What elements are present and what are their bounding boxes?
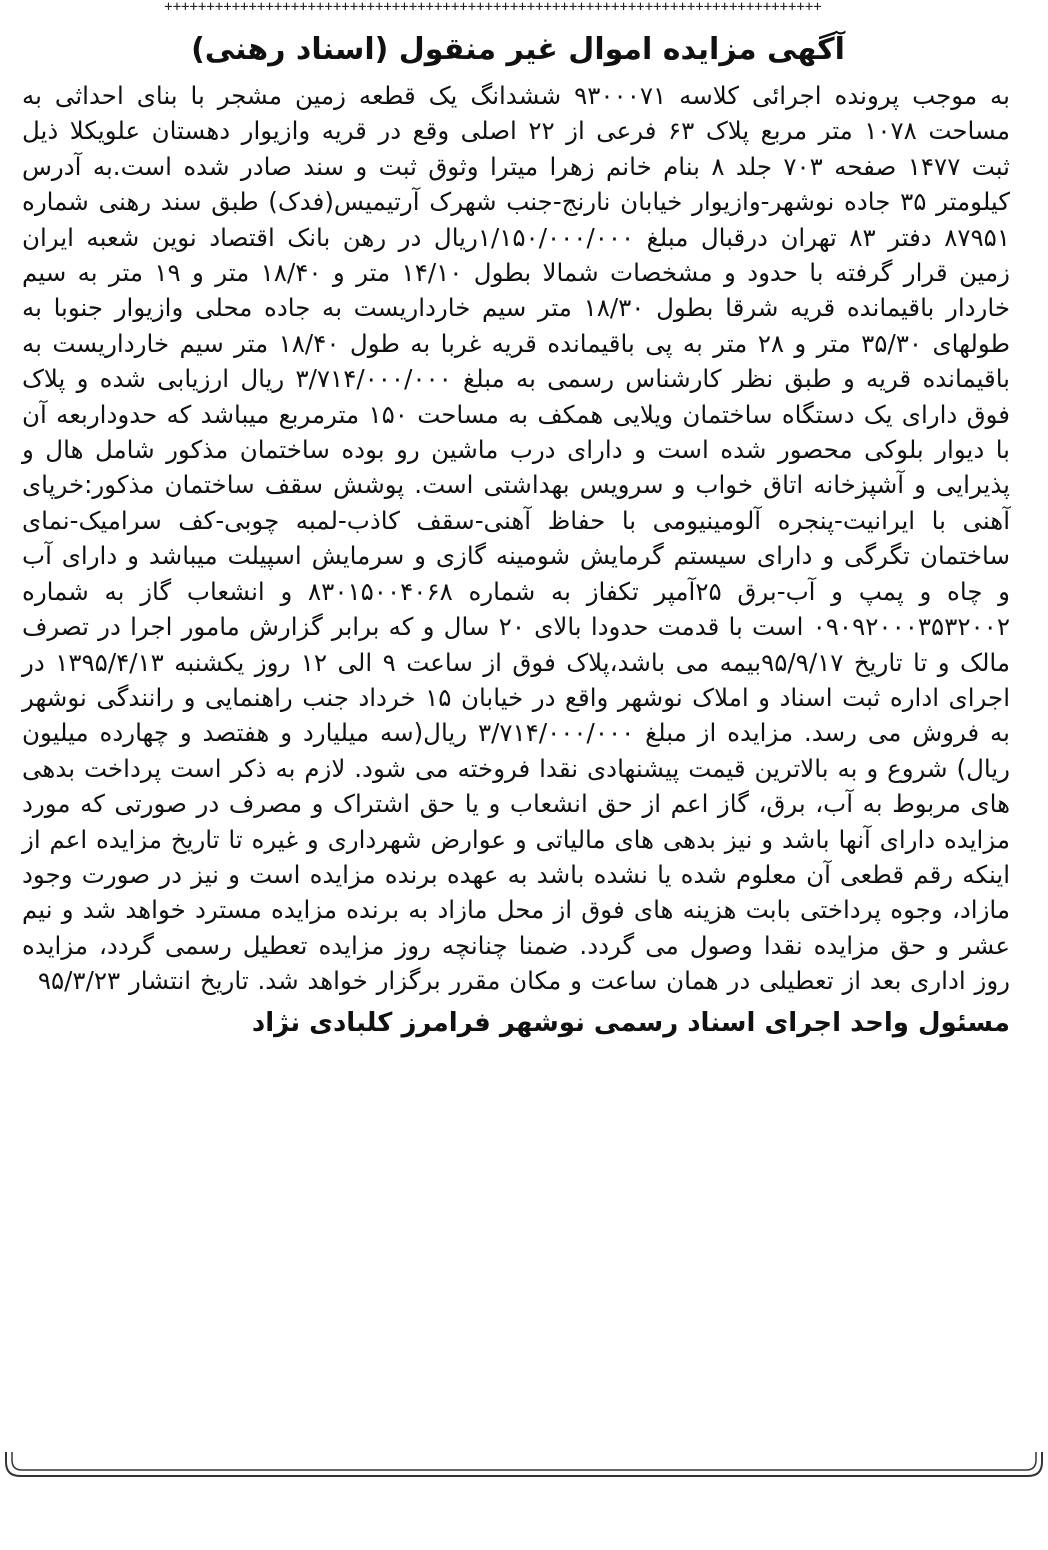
- notice-title: آگهی مزایده اموال غیر منقول (اسناد رهنی): [191, 32, 845, 67]
- top-plus-rule: ++++++++++++++++++++++++++++++++++++++++++++++++++++++++++++++++++++++++++++++: [164, 0, 822, 14]
- auction-notice: [18, 30, 1018, 1500]
- notice-signature: مسئول واحد اجرای اسناد رسمی نوشهر فرامرز کلبادی نژاد: [251, 1007, 1010, 1038]
- notice-body: به موجب پرونده اجرائی کلاسه ۹۳۰۰۰۷۱ ششدانگ یک قطعه زمین مشجر با بنای احداثی به مساحت ۱۰۷۸ متر مربع پلاک ۶۳ فرعی از ۲۲ اصلی وقع در قریه وازیوار دهستان علویکلا ذیل ثبت ۱۴۷۷ صفحه ۷۰۳ جلد ۸ بنام خانم زهرا میترا وثوق ثبت و سند صادر شده است.به آدرس کیلومتر ۳۵ جاده نوشهر-وازیوار خیابان نارنج-جنب شهرک آرتیمیس(فدک) طبق سند رهنی شماره ۸۷۹۵۱ دفتر ۸۳ تهران درقبال مبلغ ۱/۱۵۰/۰۰۰/۰۰۰ریال در رهن بانک اقتصاد نوین شعبه ایران زمین قرار گرفته با حدود و مشخصات شمالا بطول ۱۴/۱۰ متر و ۱۸/۴۰ متر و ۱۹ متر به سیم خاردار باقیمانده قریه شرقا بطول ۱۸/۳۰ متر سیم خارداریست به جاده محلی وازیوار جنوبا به طولهای ۳۵/۳۰ متر و ۲۸ متر به پی باقیمانده قریه غربا به طول ۱۸/۴۰ متر سیم خارداریست به باقیمانده قریه و طبق نظر کارشناس رسمی به مبلغ ۳/۷۱۴/۰۰۰/۰۰۰ ریال ارزیابی شده و پلاک فوق دارای یک دستگاه ساختمان ویلایی همکف به مساحت ۱۵۰ مترمربع میباشد که حدوداربعه آن با دیوار بلوکی محصور شده است و دارای درب ماشین رو بوده ساختمان مذکور شامل هال و پذیرایی و آشپزخانه اتاق خواب و سرویس بهداشتی است. پوشش سقف ساختمان مذکور:خرپای آهنی با ایرانیت-پنجره آلومینیومی با حفاظ آهنی-سقف کاذب-لمبه چوبی-کف سرامیک-نمای ساختمان تگرگی و دارای سیستم گرمایش شومینه گازی و سرمایش اسپیلت میباشد و دارای آب و چاه و پمپ و آب-برق ۲۵آمپر تکفاز به شماره ۸۳۰۱۵۰۰۴۰۶۸ و انشعاب گاز به شماره ۰۹۰۹۲۰۰۰۳۵۳۲۰۰۲ است با قدمت حدودا بالای ۲۰ سال و که برابر گزارش مامور اجرا در تصرف مالک و تا تاریخ ۹۵/۹/۱۷بیمه می باشد،پلاک فوق از ساعت ۹ الی ۱۲ روز یکشنبه ۱۳۹۵/۴/۱۳ در اجرای اداره ثبت اسناد و املاک نوشهر واقع در خیابان ۱۵ خرداد جنب راهنمایی و رانندگی نوشهر به فروش می رسد. مزایده از مبلغ ۳/۷۱۴/۰۰۰/۰۰۰ ریال(سه میلیارد و هفتصد و چهارده میلیون ریال) شروع و به بالاترین قیمت پیشنهادی نقدا فروخته می شود. لازم به ذکر است پرداخت بدهی های مربوط به آب، برق، گاز اعم از حق انشعاب و یا حق اشتراک و مصرف در صورتی که مورد مزایده دارای آنها باشد و نیز بدهی های مالیاتی و عوارض شهرداری و غیره تا تاریخ مزایده اعم از اینکه رقم قطعی آن معلوم شده یا نشده باشد به عهده برنده مزایده است و نیز در صورت وجود مازاد، وجوه پرداختی بابت هزینه های فوق از محل مازاد به برنده مزایده مسترد خواهد شد و نیم عشر و حق مزایده نقدا وصول می گردد. ضمنا چنانچه روز مزایده تعطیل رسمی گردد، مزایده روز اداری بعد از تعطیلی در همان ساعت و مکان مقرر برگزار خواهد شد. تاریخ انتشار ۹۵/۳/۲۳: [22, 81, 1011, 996]
- bottom-frame-border: [4, 1452, 1044, 1482]
